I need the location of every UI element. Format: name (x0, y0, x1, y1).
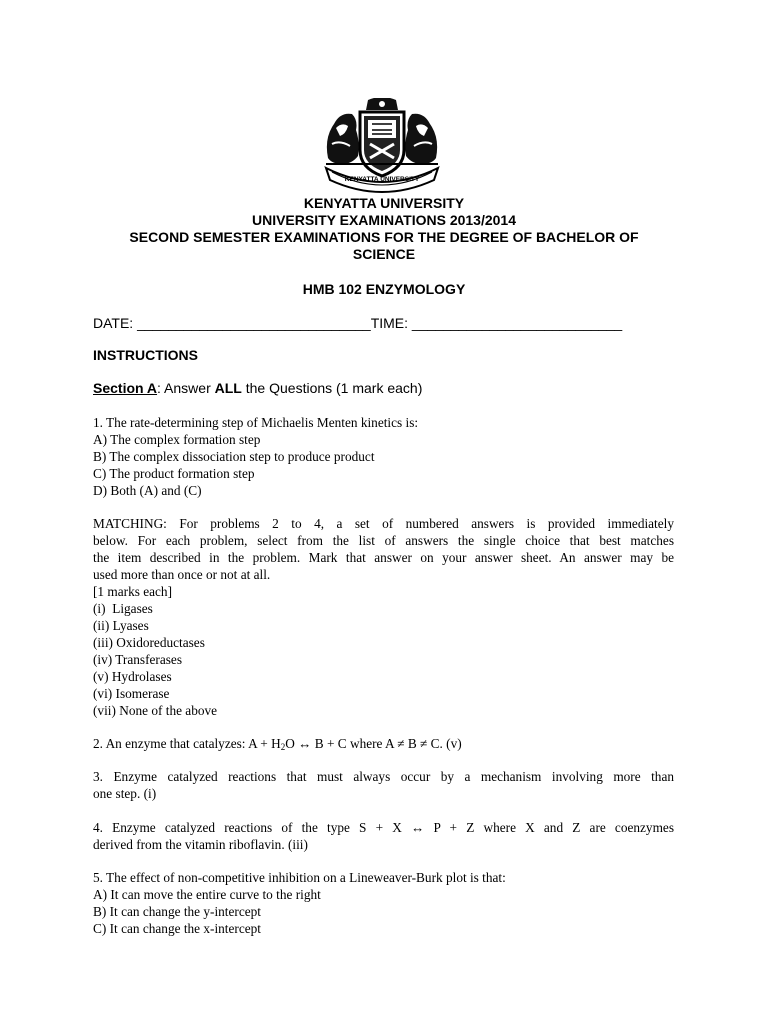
section-a-instruction (93, 380, 422, 396)
matching-answer-ii: (ii) Lyases (93, 618, 149, 633)
question-1-option-b: B) The complex dissociation step to produce product (93, 449, 375, 464)
question-4-line-1: 4. Enzyme catalyzed reactions of the type S + X ↔ P + Z where X and Z are coenzymes (93, 820, 674, 835)
logo-banner-text: KENYATTA UNIVERSITY (344, 176, 420, 183)
matching-line-3: the item described in the problem. Mark that answer on your answer sheet. An answer may be (93, 550, 674, 565)
course-title: HMB 102 ENZYMOLOGY (302, 281, 466, 297)
section-text-a: : Answer (157, 380, 215, 396)
section-text-all: ALL (214, 380, 242, 396)
question-4 (93, 819, 674, 853)
university-name: KENYATTA UNIVERSITY (303, 195, 465, 211)
matching-answer-v: (v) Hydrolases (93, 669, 172, 684)
question-4-line-2: derived from the vitamin riboflavin. (iii) (93, 837, 308, 852)
question-5-stem: 5. The effect of non-competitive inhibition on a Lineweaver-Burk plot is that: (93, 870, 506, 885)
question-5-option-c: C) It can change the x-intercept (93, 921, 261, 936)
matching-answer-iii: (iii) Oxidoreductases (93, 635, 205, 650)
matching-section (93, 515, 674, 719)
section-text-b: the Questions (1 mark each) (241, 380, 423, 396)
time-label: TIME: (370, 315, 409, 331)
instructions-heading: INSTRUCTIONS (93, 347, 198, 363)
date-label: DATE: (93, 315, 134, 331)
time-blank[interactable]: ___________________________ (411, 315, 623, 331)
question-2-subscript: 2 (280, 742, 286, 752)
question-1-stem: 1. The rate-determining step of Michaelis Menten kinetics is: (93, 415, 419, 430)
question-2 (93, 735, 674, 754)
section-label: Section A (93, 380, 158, 396)
matching-answer-i: (i) Ligases (93, 601, 153, 616)
matching-answer-vi: (vi) Isomerase (93, 686, 170, 701)
semester-line-2: SCIENCE (352, 246, 416, 262)
question-3 (93, 768, 674, 802)
matching-line-1: MATCHING: For problems 2 to 4, a set of numbered answers is provided immediately (93, 516, 674, 531)
question-1-option-a: A) The complex formation step (93, 432, 261, 447)
question-3-line-1: 3. Enzyme catalyzed reactions that must always occur by a mechanism involving more than (93, 769, 674, 784)
question-1-option-d: D) Both (A) and (C) (93, 483, 202, 498)
matching-line-4: used more than once or not at all. (93, 567, 271, 582)
exam-title: UNIVERSITY EXAMINATIONS 2013/2014 (251, 212, 517, 228)
matching-marks: [1 marks each] (93, 584, 173, 599)
question-5-option-b: B) It can change the y-intercept (93, 904, 261, 919)
matching-line-2: below. For each problem, select from the list of answers the single choice that best matches (93, 533, 674, 548)
question-1 (93, 414, 674, 499)
exam-header (92, 195, 676, 263)
university-crest-logo (318, 98, 446, 194)
question-2-post: O ↔ B + C where A ≠ B ≠ C. (v) (285, 736, 462, 751)
question-2-pre: 2. An enzyme that catalyzes: A + H (93, 736, 281, 751)
date-blank[interactable]: ______________________________ (137, 315, 371, 331)
matching-answer-iv: (iv) Transferases (93, 652, 183, 667)
question-5-option-a: A) It can move the entire curve to the right (93, 887, 321, 902)
matching-answer-vii: (vii) None of the above (93, 703, 218, 718)
question-1-option-c: C) The product formation step (93, 466, 255, 481)
date-time-line (93, 315, 683, 331)
semester-line-1: SECOND SEMESTER EXAMINATIONS FOR THE DEGREE OF BACHELOR OF (129, 229, 639, 245)
question-5 (93, 869, 674, 937)
question-3-line-2: one step. (i) (93, 786, 157, 801)
